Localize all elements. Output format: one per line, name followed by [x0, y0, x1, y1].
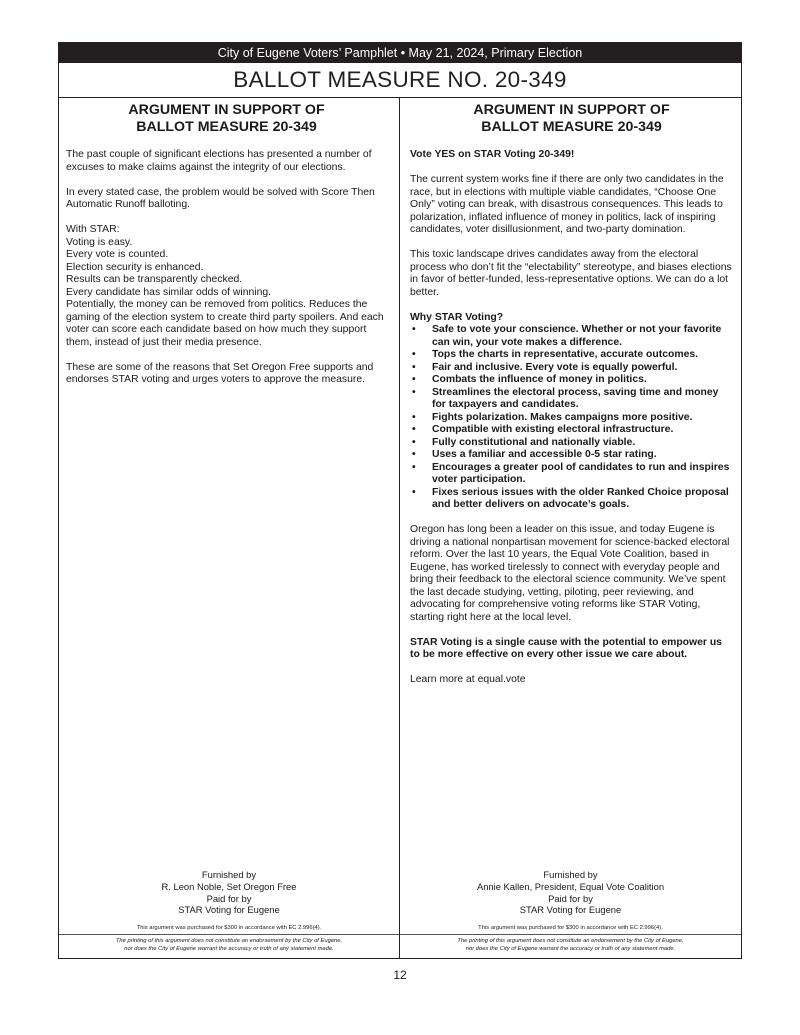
- list-item: • Streamlines the electoral process, saving time and money for taxpayers and candidates.: [412, 386, 719, 410]
- paragraph: In every stated case, the problem would be solved with Score Then Automatic Runoff balloting.: [66, 186, 375, 210]
- purchase-note: This argument was purchased for $300 in accordance with EC 2.996(4).: [59, 923, 399, 935]
- disclaimer: The printing of this argument does not constitute an endorsement by the City of Eugene, nor does the City of Eugene warrant the accuracy or truth of any statement made.: [457, 938, 684, 952]
- list-item: • Safe to vote your conscience. Whether or not your favorite can win, your vote makes a difference.: [412, 324, 722, 348]
- list-item: • Fair and inclusive. Every vote is equally powerful.: [412, 361, 678, 373]
- bullet-icon: •: [412, 424, 416, 435]
- bullet-icon: •: [412, 361, 416, 373]
- disclaimer: The printing of this argument does not constitute an endorsement by the City of Eugene, nor does the City of Eugene warrant the accuracy or truth of any statement made.: [115, 938, 343, 952]
- right-argument-heading: ARGUMENT IN SUPPORT OF BALLOT MEASURE 20-349: [473, 102, 670, 135]
- left-footer: [59, 869, 399, 958]
- list-item: • Tops the charts in representative, accurate outcomes.: [412, 349, 699, 360]
- left-argument-heading: ARGUMENT IN SUPPORT OF BALLOT MEASURE 20-349: [128, 102, 325, 135]
- learn-more-text: Learn more at equal.vote: [410, 674, 526, 685]
- attribution: Furnished by R. Leon Noble, Set Oregon Free Paid for by STAR Voting for Eugene: [161, 869, 297, 916]
- right-argument-body: [410, 149, 733, 687]
- paragraph: The past couple of significant elections has presented a number of excuses to make claims against the integrity of our elections.: [66, 149, 372, 173]
- bullet-icon: •: [412, 461, 416, 473]
- bullet-icon: •: [412, 374, 416, 385]
- list-item: • Uses a familiar and accessible 0-5 star rating.: [412, 449, 657, 460]
- list-item: Every candidate has similar odds of winning.: [66, 286, 272, 298]
- closing-statement: STAR Voting is a single cause with the potential to empower us to be more effective on every other issue we care about.: [410, 636, 722, 660]
- list-item: • Compatible with existing electoral infrastructure.: [412, 424, 674, 435]
- bullet-icon: •: [412, 486, 416, 498]
- bullet-icon: •: [412, 436, 416, 448]
- list-item: • Fixes serious issues with the older Ranked Choice proposal and better delivers on advocate’s goals.: [412, 486, 729, 510]
- left-argument-body: [66, 149, 387, 387]
- bullet-icon: •: [412, 386, 416, 398]
- paragraph: This toxic landscape drives candidates away from the electoral process who don’t fit the “electability” stereotype, and biases elections in favor of better-funded, less-representative options. We can do a lot better.: [410, 249, 732, 298]
- right-footer: [400, 869, 741, 958]
- list-item: Every vote is counted.: [66, 249, 169, 260]
- star-benefits-list: [66, 224, 387, 349]
- paragraph: Oregon has long been a leader on this issue, and today Eugene is driving a national nonpartisan movement for science-backed electoral reform. Over the last 10 years, the Equal Vote Coalition, based in Eugene, has worked tirelessly to connect with everyday people and bring their feedback to the electoral science community. We’ve spent the last decade studying, vetting, piloting, peer reviewing, and advocating for comprehensive voting reforms like STAR Voting, starting right here at the local level.: [410, 524, 730, 623]
- list-item: • Fights polarization. Makes campaigns more positive.: [412, 411, 693, 423]
- measure-title: BALLOT MEASURE NO. 20-349: [59, 63, 741, 98]
- paragraph: The current system works fine if there are only two candidates in the race, but in elections with multiple viable candidates, “Choose One Only” voting can break, with disastrous consequences. This leads to polarization, inflated influence of money in politics, lack of inspiring candidates, voter disillusionment, and two-party domination.: [410, 174, 724, 235]
- why-star-list: [410, 324, 733, 512]
- list-item: Election security is enhanced.: [66, 261, 204, 273]
- list-item: • Encourages a greater pool of candidates to run and inspires voter participation.: [412, 461, 730, 485]
- page-number: 12: [393, 968, 407, 982]
- left-argument: [59, 98, 400, 958]
- attribution: Furnished by Annie Kallen, President, Equal Vote Coalition Paid for by STAR Voting for Eugene: [476, 869, 665, 916]
- list-item: Voting is easy.: [66, 236, 133, 248]
- lead-statement: Vote YES on STAR Voting 20-349!: [410, 149, 575, 160]
- pamphlet-page: [58, 42, 742, 959]
- list-item: With STAR:: [66, 224, 120, 235]
- why-star-heading: Why STAR Voting?: [410, 311, 504, 323]
- list-item: • Fully constitutional and nationally viable.: [412, 436, 636, 448]
- list-item: Potentially, the money can be removed from politics. Reduces the gaming of the election system to create third party spoilers. And each voter can score each candidate based on how much they support them, instead of just their media presence.: [66, 299, 384, 348]
- bullet-icon: •: [412, 324, 416, 335]
- list-item: Results can be transparently checked.: [66, 274, 243, 285]
- paragraph: These are some of the reasons that Set Oregon Free supports and endorses STAR voting and urges voters to approve the measure.: [66, 361, 374, 385]
- bullet-icon: •: [412, 449, 416, 460]
- purchase-note: This argument was purchased for $300 in accordance with EC 2.996(4).: [400, 923, 741, 935]
- bullet-icon: •: [412, 411, 416, 423]
- pamphlet-banner: City of Eugene Voters’ Pamphlet • May 21, 2024, Primary Election: [59, 43, 741, 63]
- right-argument: [400, 98, 741, 958]
- argument-columns: [59, 98, 741, 958]
- list-item: • Combats the influence of money in politics.: [412, 374, 647, 385]
- bullet-icon: •: [412, 349, 416, 360]
